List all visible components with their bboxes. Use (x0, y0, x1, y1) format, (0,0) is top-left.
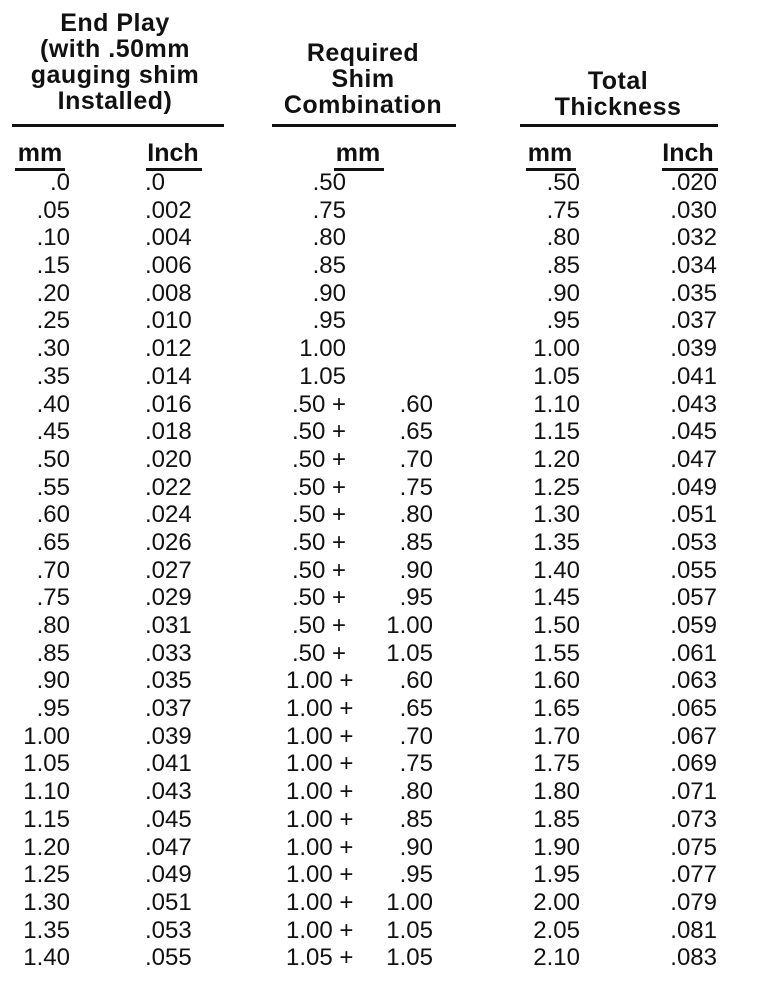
required-shim-add-cell: 1.00 (386, 888, 433, 916)
required-shim-cell: .95 (312, 307, 346, 335)
total-mm-cell: 1.85 (533, 805, 580, 833)
total-mm-cell: 1.10 (533, 390, 580, 418)
end-play-header-line-3: gauging shim (30, 61, 200, 89)
table-row (0, 889, 768, 917)
required-shim-add-cell: .80 (399, 778, 433, 806)
table-row (0, 501, 768, 529)
total-mm-cell: .75 (546, 196, 580, 224)
end-play-mm-cell: .60 (36, 501, 70, 529)
end-play-inch-cell: .041 (145, 750, 192, 778)
required-shim-cell: .50 + (291, 528, 346, 556)
end-play-mm-cell: .85 (36, 639, 70, 667)
table-row (0, 418, 768, 446)
total-inch-cell: .045 (670, 418, 717, 446)
end-play-inch-cell: .008 (145, 279, 192, 307)
total-mm-cell: .85 (546, 252, 580, 280)
total-inch-cell: .071 (670, 778, 717, 806)
end-play-inch-cell: .020 (145, 445, 192, 473)
total-inch-cell: .051 (670, 501, 717, 529)
required-shim-cell: .50 + (291, 639, 346, 667)
end-play-inch-cell: .014 (145, 362, 192, 390)
end-play-mm-cell: .75 (36, 584, 70, 612)
total-mm-cell: 1.00 (533, 335, 580, 363)
required-shim-cell: .80 (312, 224, 346, 252)
required-shim-header (270, 40, 456, 118)
total-mm-cell: .90 (546, 279, 580, 307)
end-play-inch-cell: .012 (145, 335, 192, 363)
end-play-mm-cell: .45 (36, 418, 70, 446)
total-inch-cell: .043 (670, 390, 717, 418)
table-row (0, 252, 768, 280)
end-play-mm-cell: .55 (36, 473, 70, 501)
end-play-mm-cell: 1.25 (23, 861, 70, 889)
end-play-inch-cell: .043 (145, 778, 192, 806)
total-thickness-header (518, 68, 718, 120)
total-mm-cell: 2.05 (533, 916, 580, 944)
total-mm-cell: 1.90 (533, 833, 580, 861)
required-shim-add-cell: .95 (399, 584, 433, 612)
total-mm-cell: .50 (546, 169, 580, 196)
required-shim-add-cell: .60 (399, 390, 433, 418)
end-play-inch-cell: .037 (145, 695, 192, 723)
total-mm-cell: 1.50 (533, 612, 580, 639)
end-play-mm-unit: mm (17, 139, 63, 167)
end-play-inch-cell: .0 (145, 169, 166, 196)
end-play-mm-cell: .95 (36, 695, 70, 723)
end-play-header-line-4: Installed) (57, 87, 173, 115)
total-mm-cell: 1.30 (533, 501, 580, 529)
total-inch-unit: Inch (662, 139, 714, 167)
table-row (0, 446, 768, 474)
end-play-inch-cell: .039 (145, 722, 192, 750)
total-inch-cell: .037 (670, 307, 717, 335)
required-shim-cell: .50 (312, 169, 346, 196)
required-shim-add-cell: .70 (399, 722, 433, 750)
required-shim-cell: 1.00 + (286, 722, 354, 750)
required-shim-header-rule (272, 124, 456, 127)
total-mm-cell: 1.80 (533, 778, 580, 806)
end-play-inch-cell: .018 (145, 418, 192, 446)
end-play-mm-cell: .30 (36, 335, 70, 363)
total-inch-cell: .055 (670, 556, 717, 584)
end-play-inch-unit: Inch (147, 139, 199, 167)
end-play-mm-cell: .35 (36, 362, 70, 390)
total-mm-cell: .95 (546, 307, 580, 335)
end-play-inch-cell: .010 (145, 307, 192, 335)
table-row (0, 224, 768, 252)
total-mm-cell: 1.25 (533, 473, 580, 501)
required-shim-cell: .50 + (291, 473, 346, 501)
total-inch-cell: .069 (670, 750, 717, 778)
required-shim-cell: 1.00 + (286, 916, 354, 944)
required-shim-cell: .90 (312, 279, 346, 307)
required-shim-cell: .50 + (291, 501, 346, 529)
total-inch-cell: .059 (670, 612, 717, 639)
table-row (0, 197, 768, 225)
required-shim-cell: .50 + (291, 612, 346, 639)
total-inch-cell: .067 (670, 722, 717, 750)
total-mm-cell: 1.20 (533, 445, 580, 473)
required-shim-cell: 1.00 + (286, 695, 354, 723)
table-row (0, 667, 768, 695)
required-shim-cell: 1.00 + (286, 861, 354, 889)
end-play-inch-cell: .026 (145, 528, 192, 556)
total-inch-cell: .079 (670, 888, 717, 916)
required-shim-add-cell: .85 (399, 805, 433, 833)
required-shim-header-line-1: Required (306, 39, 420, 67)
total-thickness-header-line-1: Total (587, 67, 649, 95)
required-shim-add-cell: .65 (399, 695, 433, 723)
total-mm-cell: 1.45 (533, 584, 580, 612)
required-mm-unit: mm (335, 139, 381, 167)
total-inch-cell: .063 (670, 667, 717, 695)
end-play-mm-cell: 1.00 (23, 722, 70, 750)
end-play-inch-cell: .002 (145, 196, 192, 224)
end-play-inch-cell: .055 (145, 944, 192, 972)
total-mm-cell: 1.35 (533, 528, 580, 556)
shim-table-body (0, 169, 768, 972)
total-mm-unit: mm (527, 139, 573, 167)
total-inch-cell: .034 (670, 252, 717, 280)
total-mm-cell: 1.65 (533, 695, 580, 723)
table-row (0, 806, 768, 834)
required-shim-cell: .50 + (291, 445, 346, 473)
required-shim-cell: 1.00 + (286, 667, 354, 695)
table-row (0, 861, 768, 889)
required-shim-add-cell: .70 (399, 445, 433, 473)
required-shim-add-cell: .75 (399, 750, 433, 778)
end-play-inch-cell: .051 (145, 888, 192, 916)
required-shim-cell: .50 + (291, 556, 346, 584)
required-shim-add-cell: .60 (399, 667, 433, 695)
end-play-inch-cell: .022 (145, 473, 192, 501)
end-play-mm-cell: 1.05 (23, 750, 70, 778)
table-row (0, 834, 768, 862)
end-play-mm-cell: .10 (36, 224, 70, 252)
end-play-header (10, 10, 220, 114)
end-play-mm-cell: .70 (36, 556, 70, 584)
table-row (0, 944, 768, 972)
required-shim-add-cell: .90 (399, 556, 433, 584)
total-inch-cell: .075 (670, 833, 717, 861)
required-shim-add-cell: 1.05 (386, 639, 433, 667)
end-play-mm-cell: .80 (36, 612, 70, 639)
total-inch-cell: .057 (670, 584, 717, 612)
total-mm-cell: 1.60 (533, 667, 580, 695)
required-shim-add-cell: .65 (399, 418, 433, 446)
end-play-mm-cell: 1.15 (23, 805, 70, 833)
total-inch-cell: .077 (670, 861, 717, 889)
total-mm-cell: 1.75 (533, 750, 580, 778)
end-play-mm-cell: .20 (36, 279, 70, 307)
end-play-header-line-1: End Play (60, 9, 170, 37)
end-play-header-rule (12, 124, 224, 127)
total-inch-cell: .020 (670, 169, 717, 196)
end-play-mm-cell: .40 (36, 390, 70, 418)
table-row (0, 474, 768, 502)
table-row (0, 307, 768, 335)
end-play-mm-cell: 1.35 (23, 916, 70, 944)
end-play-header-line-2: (with .50mm (40, 35, 190, 63)
end-play-inch-cell: .006 (145, 252, 192, 280)
table-row (0, 640, 768, 668)
required-shim-cell: 1.00 (299, 335, 346, 363)
required-shim-cell: 1.05 + (286, 944, 354, 972)
required-shim-add-cell: .75 (399, 473, 433, 501)
table-row (0, 584, 768, 612)
end-play-inch-cell: .016 (145, 390, 192, 418)
end-play-inch-cell: .047 (145, 833, 192, 861)
total-inch-cell: .081 (670, 916, 717, 944)
end-play-inch-cell: .004 (145, 224, 192, 252)
end-play-inch-cell: .053 (145, 916, 192, 944)
end-play-inch-cell: .033 (145, 639, 192, 667)
table-row (0, 695, 768, 723)
required-shim-add-cell: 1.00 (386, 612, 433, 639)
total-inch-cell: .047 (670, 445, 717, 473)
table-row (0, 529, 768, 557)
required-shim-add-cell: 1.05 (386, 944, 433, 972)
required-shim-cell: .50 + (291, 584, 346, 612)
end-play-mm-cell: .15 (36, 252, 70, 280)
end-play-mm-cell: .25 (36, 307, 70, 335)
table-row (0, 612, 768, 640)
end-play-inch-cell: .035 (145, 667, 192, 695)
total-mm-cell: .80 (546, 224, 580, 252)
end-play-mm-cell: 1.30 (23, 888, 70, 916)
end-play-mm-cell: .0 (49, 169, 70, 196)
total-inch-cell: .032 (670, 224, 717, 252)
table-row (0, 391, 768, 419)
total-mm-cell: 1.40 (533, 556, 580, 584)
end-play-mm-cell: .90 (36, 667, 70, 695)
required-shim-cell: 1.00 + (286, 805, 354, 833)
total-inch-cell: .035 (670, 279, 717, 307)
total-inch-cell: .065 (670, 695, 717, 723)
total-inch-cell: .030 (670, 196, 717, 224)
end-play-inch-cell: .049 (145, 861, 192, 889)
total-thickness-header-line-2: Thickness (554, 93, 682, 121)
total-inch-cell: .073 (670, 805, 717, 833)
required-shim-add-cell: 1.05 (386, 916, 433, 944)
required-shim-cell: 1.05 (299, 362, 346, 390)
total-mm-cell: 1.05 (533, 362, 580, 390)
total-mm-cell: 2.00 (533, 888, 580, 916)
end-play-mm-cell: 1.40 (23, 944, 70, 972)
total-mm-cell: 1.95 (533, 861, 580, 889)
total-inch-cell: .041 (670, 362, 717, 390)
table-row (0, 363, 768, 391)
end-play-inch-cell: .024 (145, 501, 192, 529)
required-shim-cell: .50 + (291, 390, 346, 418)
total-mm-cell: 1.15 (533, 418, 580, 446)
table-row (0, 723, 768, 751)
end-play-mm-cell: 1.20 (23, 833, 70, 861)
total-inch-cell: .039 (670, 335, 717, 363)
total-thickness-header-rule (520, 124, 718, 127)
required-shim-header-line-2: Shim (331, 65, 395, 93)
required-shim-cell: 1.00 + (286, 778, 354, 806)
total-inch-cell: .061 (670, 639, 717, 667)
required-shim-add-cell: .95 (399, 861, 433, 889)
end-play-inch-cell: .045 (145, 805, 192, 833)
end-play-mm-cell: .50 (36, 445, 70, 473)
required-shim-add-cell: .85 (399, 528, 433, 556)
total-mm-cell: 1.55 (533, 639, 580, 667)
total-mm-cell: 2.10 (533, 944, 580, 972)
required-shim-cell: 1.00 + (286, 888, 354, 916)
table-row (0, 917, 768, 945)
required-shim-cell: 1.00 + (286, 833, 354, 861)
required-shim-add-cell: .90 (399, 833, 433, 861)
table-row (0, 280, 768, 308)
table-row (0, 557, 768, 585)
table-row (0, 750, 768, 778)
end-play-inch-cell: .029 (145, 584, 192, 612)
required-shim-cell: .50 + (291, 418, 346, 446)
table-row (0, 335, 768, 363)
total-inch-cell: .083 (670, 944, 717, 972)
table-row (0, 169, 768, 197)
end-play-inch-cell: .027 (145, 556, 192, 584)
total-mm-cell: 1.70 (533, 722, 580, 750)
table-row (0, 778, 768, 806)
required-shim-cell: 1.00 + (286, 750, 354, 778)
required-shim-cell: .75 (312, 196, 346, 224)
total-inch-cell: .049 (670, 473, 717, 501)
required-shim-add-cell: .80 (399, 501, 433, 529)
total-inch-cell: .053 (670, 528, 717, 556)
end-play-inch-cell: .031 (145, 612, 192, 639)
required-shim-header-line-3: Combination (283, 91, 443, 119)
end-play-mm-cell: .05 (36, 196, 70, 224)
end-play-mm-cell: .65 (36, 528, 70, 556)
required-shim-cell: .85 (312, 252, 346, 280)
end-play-mm-cell: 1.10 (23, 778, 70, 806)
